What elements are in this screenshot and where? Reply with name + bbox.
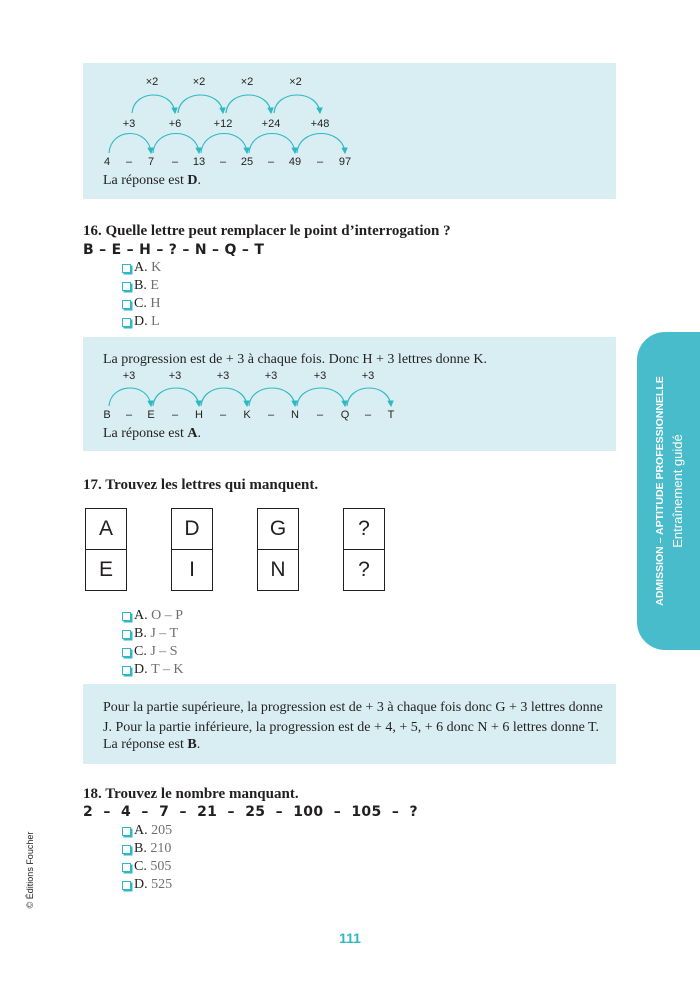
option-value: T – K (147, 662, 184, 677)
answer-letter: A (187, 426, 198, 441)
sequence-term: 97 (338, 156, 352, 168)
sequence-dash: – (267, 409, 275, 421)
option-value: 505 (146, 859, 172, 874)
add-label: +3 (122, 118, 136, 130)
checkbox-icon[interactable] (122, 863, 131, 872)
q18-option-c[interactable] (122, 858, 171, 876)
multiply-arc (274, 95, 320, 113)
option-value: E (146, 278, 159, 293)
answer-line (103, 424, 201, 444)
option-letter: B. (134, 626, 147, 641)
grid-cell-bottom: N (257, 549, 299, 591)
grid-cell-top: D (171, 508, 213, 550)
sequence-term: Q (340, 409, 350, 421)
q17-option-c[interactable] (122, 643, 178, 661)
sequence-term: E (147, 409, 155, 421)
option-value: 210 (146, 841, 172, 856)
sequence-dash: – (125, 156, 133, 168)
answer-box-16 (83, 337, 616, 451)
grid-cell-bottom: ? (343, 549, 385, 591)
option-value: 205 (147, 823, 173, 838)
grid-cell-top: ? (343, 508, 385, 550)
q16-option-b[interactable] (122, 277, 159, 295)
option-letter: D. (134, 662, 148, 677)
q16-option-a[interactable] (122, 259, 161, 277)
add-arc (297, 388, 345, 406)
add-arc (201, 388, 247, 406)
add-arc (347, 388, 391, 406)
option-letter: A. (134, 608, 148, 623)
add-label: +3 (361, 370, 375, 382)
checkbox-icon[interactable] (122, 300, 131, 309)
option-value: H (146, 296, 161, 311)
section-side-tab-text (652, 376, 686, 605)
sequence-dash: – (316, 156, 324, 168)
page-number: 111 (339, 930, 361, 946)
answer-prefix: La réponse est (103, 426, 188, 441)
option-value: L (147, 314, 160, 329)
q18-option-d[interactable] (122, 876, 172, 894)
add-arc (109, 134, 151, 154)
explanation-text: La progression est de + 3 à chaque fois. Donc H + 3 lettres donne K. (103, 352, 487, 367)
option-letter: B. (134, 841, 147, 856)
answer-suffix: . (196, 737, 201, 752)
sequence-dash: – (171, 156, 179, 168)
option-letter: D. (134, 314, 148, 329)
multiply-label: ×2 (192, 76, 206, 88)
sequence-term: 13 (192, 156, 206, 168)
add-label: +3 (122, 370, 136, 382)
multiply-label: ×2 (145, 76, 159, 88)
question-16-sequence: B – E – H – ? – N – Q – T (83, 242, 265, 258)
checkbox-icon[interactable] (122, 612, 131, 621)
sequence-term: 7 (147, 156, 155, 168)
checkbox-icon[interactable] (122, 630, 131, 639)
add-arc (249, 134, 295, 154)
q16-option-c[interactable] (122, 295, 160, 313)
answer-letter: B (187, 737, 197, 752)
sequence-dash: – (364, 409, 372, 421)
answer-suffix: . (197, 173, 201, 188)
checkbox-icon[interactable] (122, 264, 131, 273)
option-letter: B. (134, 278, 147, 293)
add-label: +48 (310, 118, 330, 130)
add-label: +3 (216, 370, 230, 382)
sequence-dash: – (219, 409, 227, 421)
q17-option-a[interactable] (122, 607, 183, 625)
multiply-arc (178, 95, 223, 113)
answer-letter: D (187, 173, 198, 188)
q18-option-a[interactable] (122, 822, 172, 840)
checkbox-icon[interactable] (122, 845, 131, 854)
explanation-line-2: J. Pour la partie inférieure, la progression est de + 4, + 5, + 6 donc N + 6 lettres donne T. (103, 720, 600, 735)
multiply-arc (226, 95, 271, 113)
sequence-term: 49 (288, 156, 302, 168)
explanation-line-1: Pour la partie supérieure, la progression est de + 3 à chaque fois donc G + 3 lettres donne (103, 700, 603, 715)
add-label: +24 (261, 118, 281, 130)
add-arc (109, 388, 151, 406)
option-value: O – P (147, 608, 184, 623)
add-arc (201, 134, 247, 154)
sequence-term: T (387, 409, 395, 421)
add-label: +6 (168, 118, 182, 130)
grid-cell-top: G (257, 508, 299, 550)
add-label: +3 (168, 370, 182, 382)
add-label: +3 (264, 370, 278, 382)
checkbox-icon[interactable] (122, 318, 131, 327)
q18-option-b[interactable] (122, 840, 171, 858)
checkbox-icon[interactable] (122, 827, 131, 836)
sequence-dash: – (125, 409, 133, 421)
option-value: K (147, 260, 162, 275)
q17-option-b[interactable] (122, 625, 178, 643)
answer-box-17 (83, 684, 616, 764)
question-18-sequence: 2 – 4 – 7 – 21 – 25 – 100 – 105 – ? (83, 804, 418, 820)
question-16-title: 16. Quelle lettre peut remplacer le point d’interrogation ? (83, 223, 451, 239)
sequence-diagram-15 (83, 63, 616, 173)
add-label: +3 (313, 370, 327, 382)
answer-suffix: . (197, 426, 201, 441)
multiply-arc (132, 95, 175, 113)
sequence-diagram-16 (83, 367, 616, 427)
q16-option-d[interactable] (122, 313, 160, 331)
answer-line (103, 735, 200, 755)
sequence-dash: – (316, 409, 324, 421)
option-letter: D. (134, 877, 148, 892)
sequence-dash: – (219, 156, 227, 168)
sequence-term: 4 (103, 156, 111, 168)
sequence-term: N (291, 409, 299, 421)
copyright: © Éditions Foucher (25, 831, 35, 909)
multiply-label: ×2 (289, 76, 302, 88)
sequence-dash: – (267, 156, 275, 168)
checkbox-icon[interactable] (122, 881, 131, 890)
add-label: +12 (213, 118, 233, 130)
option-letter: A. (134, 260, 148, 275)
option-letter: C. (134, 859, 147, 874)
checkbox-icon[interactable] (122, 282, 131, 291)
section-title: ADMISSION – APTITUDE PROFESSIONNELLE (654, 376, 666, 606)
grid-cell-bottom: I (171, 549, 213, 591)
q17-option-d[interactable] (122, 661, 184, 679)
question-17-title: 17. Trouvez les lettres qui manquent. (83, 477, 319, 493)
question-18-title: 18. Trouvez le nombre manquant. (83, 786, 299, 802)
option-letter: A. (134, 823, 148, 838)
answer-prefix: La réponse est (103, 173, 188, 188)
add-arc (297, 134, 345, 154)
option-value: J – S (146, 644, 178, 659)
sequence-term: 25 (240, 156, 254, 168)
option-letter: C. (134, 644, 147, 659)
answer-prefix: La réponse est (103, 737, 188, 752)
option-letter: C. (134, 296, 147, 311)
grid-cell-top: A (85, 508, 127, 550)
add-arc (249, 388, 295, 406)
answer-line (103, 171, 201, 191)
sequence-term: B (103, 409, 111, 421)
grid-cell-bottom: E (85, 549, 127, 591)
sequence-dash: – (171, 409, 179, 421)
section-subtitle: Entraînement guidé (670, 434, 685, 548)
add-arc (153, 134, 199, 154)
checkbox-icon[interactable] (122, 666, 131, 675)
checkbox-icon[interactable] (122, 648, 131, 657)
option-value: J – T (146, 626, 179, 641)
multiply-label: ×2 (240, 76, 254, 88)
option-value: 525 (147, 877, 173, 892)
sequence-term: H (195, 409, 203, 421)
sequence-term: K (243, 409, 251, 421)
answer-box-15 (83, 63, 616, 199)
add-arc (153, 388, 199, 406)
